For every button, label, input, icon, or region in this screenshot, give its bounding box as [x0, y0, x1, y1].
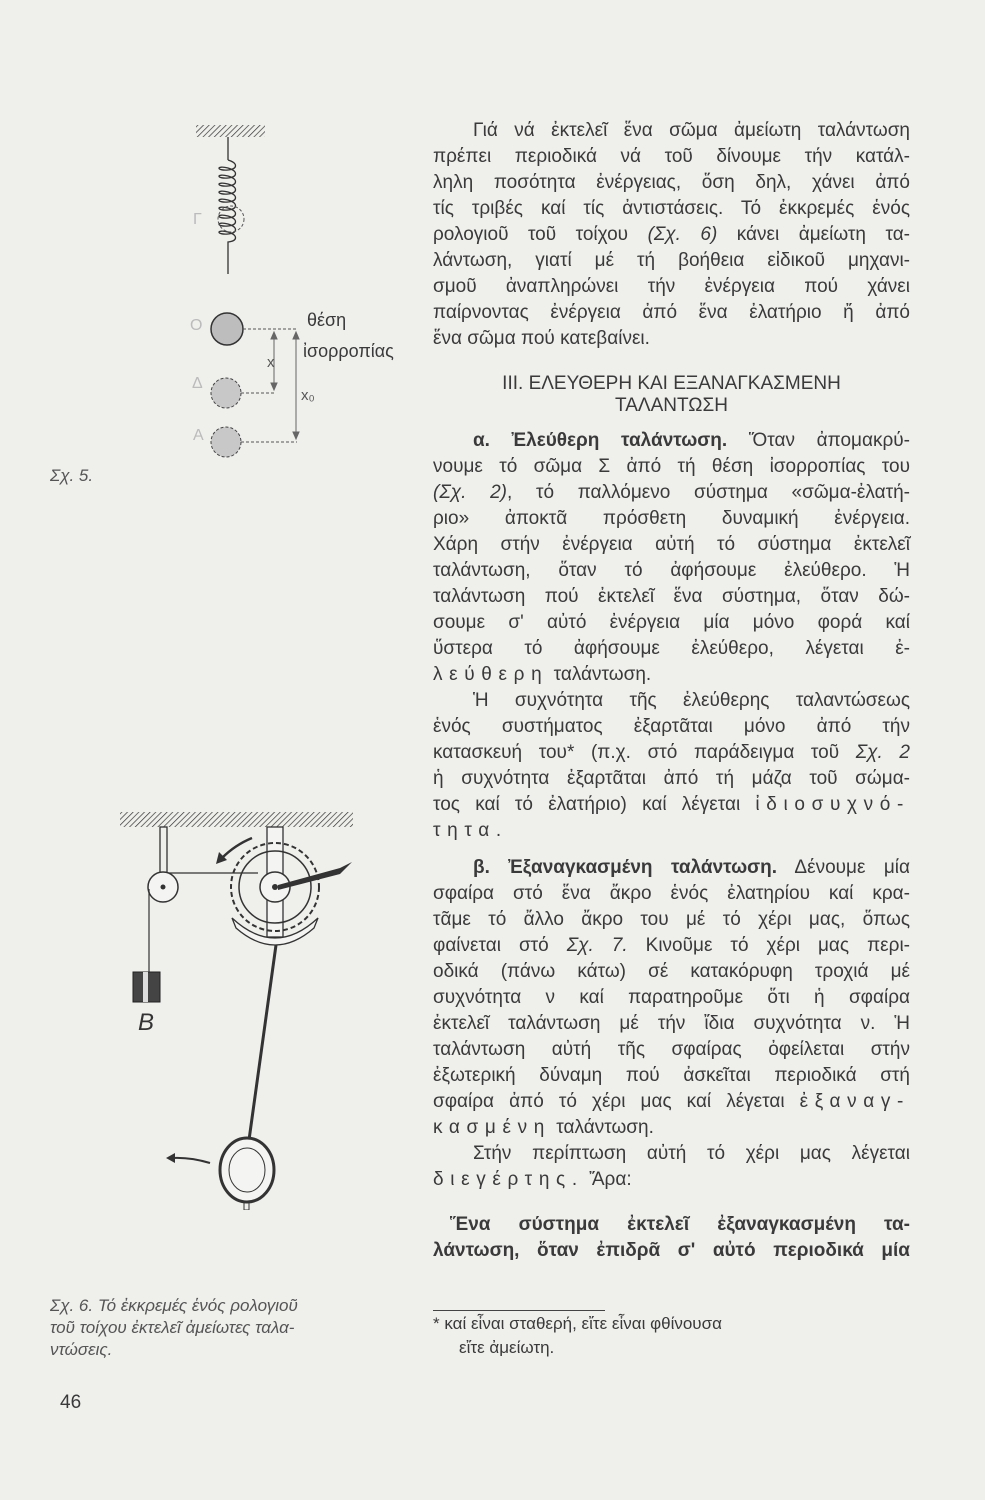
text-line [433, 714, 910, 740]
text-segment: , τό παλλόμενο σύστημα «σῶμα-ἐλατή- [506, 482, 910, 503]
position-a-ball [211, 427, 241, 457]
text-line [433, 222, 910, 248]
caption-line: τοῦ τοίχου ἐκτελεῖ ἀμείωτες ταλα- [50, 1318, 295, 1337]
text-segment: Χάρη στήν ἐνέργεια αὐτή τό σύστημα ἐκτελεῖ [433, 534, 910, 555]
text-segment: Δένουμε μία [777, 857, 910, 878]
text-segment: φαίνεται στό [433, 935, 567, 956]
label-x: x [267, 354, 275, 371]
text-segment: Ἕνα σύστημα ἐκτελεῖ ἐξαναγκασμένη τα- [450, 1214, 910, 1235]
text-segment: νουμε τό σῶμα Σ ἀπό τή θέση ἰσορροπίας του [433, 456, 910, 477]
text-segment: λάντωση, γιατί μέ τή βοήθεια εἰδικοῦ μηχανι- [433, 250, 910, 271]
footnote-line: * καί εἶναι σταθερή, εἴτε εἶναι φθίνουσα [433, 1314, 722, 1333]
caption-line: Σχ. 6. Τό ἐκκρεμές ἑνός ρολογιοῦ [50, 1296, 298, 1315]
text-line [433, 933, 910, 959]
text-line [433, 610, 910, 636]
text-line [433, 558, 910, 584]
text-line [433, 144, 910, 170]
mass-ball [211, 313, 243, 345]
text-segment: ταλάντωση. [548, 664, 652, 685]
text-line [433, 855, 910, 881]
text-segment: ταλάντωση πού ἐκτελεῖ ἕνα σύστημα, ὅταν δώ- [433, 586, 910, 607]
figure-5-spring-diagram [0, 0, 420, 500]
text-segment: Γιά νά ἐκτελεῖ ἕνα σῶμα ἀμείωτη ταλάντωση [473, 120, 910, 141]
footnote-line: εἴτε ἀμείωτη. [459, 1338, 555, 1357]
text-segment: Στήν περίπτωση αὐτή τό χέρι μας λέγεται [473, 1143, 910, 1164]
text-segment: λάντωση, ὅταν ἐπιδρᾶ σ' αὐτό περιοδικά μία [433, 1240, 910, 1261]
text-segment: Κινοῦμε τό χέρι μας περι- [627, 935, 911, 956]
text-segment: παίρνοντας ἐνέργεια ἀπό ἕνα ἐλατήριο ἤ ἀπό [433, 302, 910, 323]
text-segment: ἑνός συστήματος ἐξαρτᾶται μόνο ἀπό τήν [433, 716, 910, 737]
text-line [433, 1011, 910, 1037]
text-line [433, 688, 910, 714]
label-x0: x₀ [301, 387, 315, 404]
text-segment: β. Ἐξαναγκασμένη ταλάντωση. [473, 857, 778, 878]
text-line [433, 1089, 910, 1115]
text-segment: σφαίρα στό ἕνα ἄκρο ἑνός ἐλατηρίου καί κρα- [433, 883, 910, 904]
text-line [433, 248, 910, 274]
text-segment: Ἡ συχνότητα τῆς ἐλεύθερης ταλαντώσεως [473, 690, 910, 711]
footnote [433, 1312, 722, 1360]
text-segment: κατασκευή του* (π.χ. στό παράδειγμα τοῦ [433, 742, 856, 763]
pendulum-rod [249, 945, 276, 1140]
text-segment: ταλάντωση αὐτή τῆς σφαίρας ὀφείλεται στήν [433, 1039, 910, 1060]
text-line [433, 326, 910, 352]
clock-hand [278, 862, 352, 890]
text-line [433, 1212, 910, 1238]
text-line [433, 907, 910, 933]
label-a: Α [193, 427, 204, 444]
text-segment: Ὅταν ἀπομακρύ- [727, 430, 910, 451]
forced-oscillation-section [433, 855, 910, 1193]
text-segment: τητα. [433, 820, 508, 841]
label-equilibrium-1: θέση [307, 310, 347, 330]
text-segment: Ἄρα: [583, 1169, 632, 1190]
text-line [433, 792, 910, 818]
section-heading-line: III. ΕΛΕΥΘΕΡΗ ΚΑΙ ΕΞΑΝΑΓΚΑΣΜΕΝΗ [502, 373, 841, 394]
text-segment: (Σχ. 2) [433, 482, 507, 503]
text-line [433, 196, 910, 222]
swing-arrow [172, 1158, 210, 1163]
text-segment: α. Ἐλεύθερη ταλάντωση. [473, 430, 728, 451]
text-segment: διεγέρτης. [433, 1169, 584, 1190]
text-segment: Σχ. 2 [855, 742, 911, 763]
text-line [433, 662, 910, 688]
text-segment: ριο» ἀποκτᾶ πρόσθετη δυναμική ἐνέργεια. [433, 508, 910, 529]
text-segment: ἕνα σῶμα πού κατεβαίνει. [433, 328, 650, 349]
text-segment: ἐξωτερική δύναμη πού ἀσκεῖται περιοδικά στή [433, 1065, 910, 1086]
text-segment: ταλάντωση, ὅταν τό ἀφήσουμε ἐλεύθερο. Ἡ [433, 560, 910, 581]
position-d-ball [211, 378, 241, 408]
text-line [433, 959, 910, 985]
text-line [433, 532, 910, 558]
text-segment: ἡ συχνότητα ἐξαρτᾶται ἀπό τή μάζα τοῦ σώμα- [433, 768, 910, 789]
free-oscillation-section [433, 428, 910, 844]
text-segment: Σχ. 7. [566, 935, 628, 956]
text-segment: (Σχ. 6) [647, 224, 718, 245]
text-line [433, 740, 910, 766]
footnote-rule [433, 1310, 605, 1311]
text-line [433, 428, 910, 454]
text-line [433, 1115, 910, 1141]
label-o: Ο [190, 317, 203, 334]
text-segment: πρέπει περιοδικά νά τοῦ δίνουμε τήν κατάλ- [433, 146, 910, 167]
text-line [433, 170, 910, 196]
spring [219, 160, 236, 274]
text-line [433, 274, 910, 300]
section-heading-line: ΤΑΛΑΝΤΩΣΗ [615, 395, 728, 416]
figure-6-clock-pendulum [0, 790, 420, 1210]
label-d: Δ [192, 375, 203, 392]
text-segment: ρολογιοῦ τοῦ τοίχου [433, 224, 648, 245]
text-segment: σουμε σ' αὐτό ἐνέργεια μία μόνο φορά καί [433, 612, 910, 633]
text-segment: κασμένη [433, 1117, 552, 1138]
text-line [433, 1037, 910, 1063]
section-heading [433, 373, 910, 417]
definition-statement [433, 1212, 910, 1264]
figure-5-caption: Σχ. 5. [50, 466, 94, 485]
rotation-arrow [222, 838, 252, 858]
text-line [433, 1141, 910, 1167]
intro-paragraph [433, 118, 910, 352]
text-segment: ταλάντωση. [551, 1117, 654, 1138]
text-segment: ἐξαναγ- [799, 1091, 910, 1112]
text-line [433, 480, 910, 506]
text-line [433, 118, 910, 144]
label-equilibrium-2: ἰσορροπίας [303, 341, 394, 361]
text-segment: συχνότητα ν καί παρατηροῦμε ὅτι ἡ σφαίρα [433, 987, 910, 1008]
text-line [433, 506, 910, 532]
ceiling [120, 812, 353, 827]
text-line [433, 985, 910, 1011]
text-segment: λεύθερη [433, 664, 549, 685]
text-segment: τᾶμε τό ἄλλο ἄκρο του μέ τό χέρι μας, ὅπως [433, 909, 910, 930]
text-segment: ἰδιοσυχνό- [755, 794, 910, 815]
figure-6-caption [50, 1295, 298, 1361]
text-segment: τίς τριβές καί τίς ἀντιστάσεις. Τό ἐκκρεμές ἑνός [433, 198, 910, 219]
text-line [433, 818, 910, 844]
text-segment: κάνει ἀμείωτη τα- [717, 224, 911, 245]
text-line [433, 1238, 910, 1264]
text-line [433, 766, 910, 792]
text-line [433, 636, 910, 662]
label-g: Γ [193, 211, 202, 228]
weight-label: B [138, 1009, 155, 1036]
text-segment: ὕστερα τό ἀφήσουμε ἐλεύθερο, λέγεται ἐ- [433, 638, 910, 659]
text-segment: σμοῦ ἀναπληρώνει τήν ἐνέργεια πού χάνει [433, 276, 910, 297]
text-line [433, 1063, 910, 1089]
text-segment: ληλη ποσότητα ἐνέργειας, ὅση δηλ, χάνει ἀπό [433, 172, 910, 193]
page-number: 46 [60, 1392, 82, 1413]
text-line [433, 881, 910, 907]
text-segment: τος καί τό ἐλατήριο) καί λέγεται [433, 794, 756, 815]
text-line [433, 584, 910, 610]
text-segment: σφαίρα ἀπό τό χέρι μας καί λέγεται [433, 1091, 800, 1112]
caption-line: ντώσεις. [50, 1340, 113, 1359]
text-line [433, 454, 910, 480]
text-line [433, 300, 910, 326]
text-line [433, 1167, 910, 1193]
text-segment: ἐκτελεῖ ταλάντωση μέ τήν ἴδια συχνότητα ν. Ἡ [433, 1013, 910, 1034]
ceiling [196, 125, 265, 137]
text-segment: οδικά (πάνω κάτω) σέ κατακόρυφη τροχιά μέ [433, 961, 910, 982]
